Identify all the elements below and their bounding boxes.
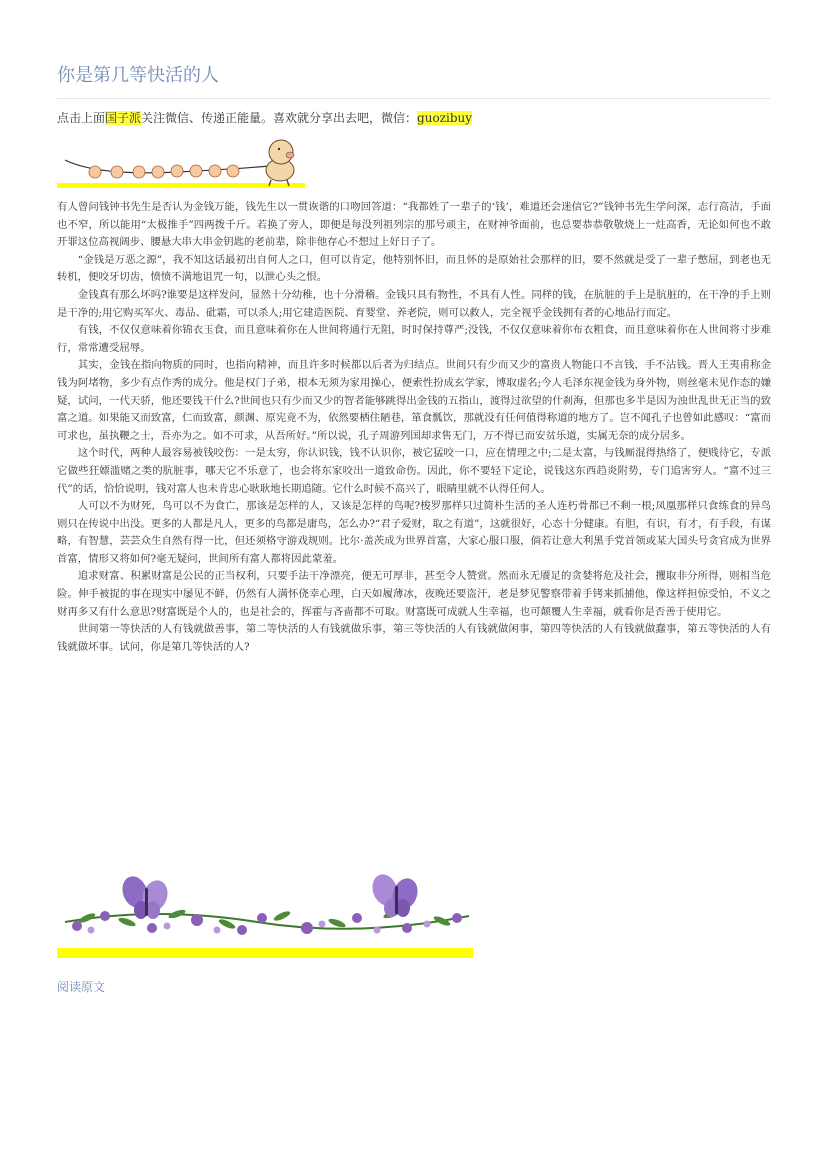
paragraph-1: 有人曾问钱钟书先生是否认为金钱万能，钱先生以一贯诙谐的口吻回答道：“我都姓了一辈子的‘钱’，难道还会迷信它?”钱钟书先生学问深，志行高洁，手面也不窄，所以能用“太极推手”四两拨千斤。若换了旁人，即便是每没列祖列宗的那号顽主，在财神爷面前，也总要恭恭敬敬烧上一炷高香，无论如何也不敢开罪这位高视阔步、腰悬大串大串金钥匙的老前辈，除非他存心不想过上好日子了。 [57, 201, 771, 249]
article-body [57, 199, 771, 656]
paragraph-5: 其实，金钱在指向物质的同时，也指向精神，而且许多时候都以后者为归结点。世间只有少而又少的富贵人物能口不言钱，手不沾钱。晋人王夷甫称金钱为阿堵物，多少有点作秀的成分。他是权门子弟，根本无须为家用操心，便索性扮成玄学家，博取虚名;今人毛泽东视金钱为身外物，则丝毫未见作态的嫌疑，试问，一代天骄，他还要钱干什么?世间也只有少而又少的智者能够跳得出金钱的五指山，渡得过欲望的什刹海，但那也多半是因为浊世乱世无正当的致富之道。如果能又而致富，仁而致富，颜渊、原宪竟不为，依然要栖住陋巷，箪食瓢饮，那就没有任何值得称道的地方了。岂不闻孔子也曾如此感叹：“富而可求也，虽执鞭之士，吾亦为之。如不可求，从吾所好。”所以说，孔子周游列国却求售无门，万不得已而安贫乐道，实属无奈的成分居多。 [57, 359, 771, 442]
pig-icon [89, 165, 239, 178]
intro-prefix: 点击上面 [57, 111, 106, 125]
pig-string-divider [57, 138, 307, 190]
article-title: 你是第几等快活的人 [57, 65, 219, 86]
paragraph-4: 有钱，不仅仅意味着你锦衣玉食，而且意味着你在人世间将通行无阻，时时保持尊严;没钱，不仅仅意味着你布衣粗食，而且意味着你在人世间将寸步难行，常常遭受屈辱。 [57, 324, 771, 354]
paragraph-9: 世间第一等快活的人有钱就做善事，第二等快活的人有钱就做乐事，第三等快活的人有钱就做闲事，第四等快活的人有钱就做蠢事，第五等快活的人有钱就做坏事。试问，你是第几等快活的人? [57, 623, 771, 653]
big-pig-icon [266, 140, 294, 186]
paragraph-8: 追求财富、积累财富是公民的正当权利，只要手法干净漂亮，便无可厚非，甚至令人赞赏。然而永无餍足的贪婪将危及社会，攫取非分所得，则相当危险。伸手被捉的事在现实中屡见不鲜，仍然有人满怀侥幸心理，白天如履薄冰，夜晚还要盗汗，老是梦见警察带着手铐来抓捕他，像这样担惊受怕，不义之财再多又有什么意思?财富既是个人的，也是社会的，挥霍与吝啬都不可取。财富既可成就人生幸福，也可颠覆人生幸福，就看你是否善于使用它。 [57, 570, 771, 618]
intro-middle: 关注微信、传递正能量。喜欢就分享出去吧，微信： [141, 111, 418, 125]
butterfly-flower-divider [57, 866, 473, 960]
paragraph-7: 人可以不为财死，鸟可以不为食亡，那该是怎样的人，又该是怎样的鸟呢?梭罗那样只过简朴生活的圣人连朽骨都已不剩一根;凤凰那样只食练食的异鸟则只在传说中出没。更多的人都是凡人，更多的鸟都是庸鸟，怎么办?“君子爱财，取之有道”，这就很好，心态十分健康。有胆，有识，有才，有手段，有谋略，有智慧，芸芸众生自然有得一比，但还须格守游戏规则。比尔·盖茨成为世界首富，大家心服口服，倘若让意大利黑手党首领或某大国头号贪官成为世界首富，情形又将如何?毫无疑问，世间所有富人都将因此蒙羞。 [57, 500, 771, 565]
butterfly-icon [368, 871, 421, 917]
paragraph-6: 这个时代，两种人最容易被钱咬伤：一是太穷，你认识钱，钱不认识你，被它猛咬一口，应在情理之中;二是太富，与钱厮混得热络了，便贱待它，专派它做些狂嫖滥赌之类的肮脏事，哪天它不乐意了，也会将东家咬出一道致命伤。因此，你不要轻下定论，说钱这东西趋炎附势，专门追害穷人。“富不过三代”的话，恰恰说明，钱对富人也未肯忠心耿耿地长期追随。它什么时候不高兴了，眼睛里就不认得任何人。 [57, 447, 771, 495]
title-divider [57, 98, 770, 99]
paragraph-2: “金钱是万恶之源”，我不知这话最初出自何人之口，但可以肯定，他特别怀旧，而且怀的是原始社会那样的旧，要不然就是受了一辈子憋屈，到老也无转机，便咬牙切齿，愤愤不满地诅咒一句，以泄心头之恨。 [57, 253, 771, 284]
paragraph-3: 金钱真有那么坏吗?谁要是这样发问，显然十分幼稚，也十分滑稽。金钱只具有物性，不具有人性。同样的钱，在肮脏的手上是肮脏的，在干净的手上则是干净的;用它购买军火、毒品、砒霜，可以杀人;用它建造医院、育婴堂、养老院，则可以救人，完全视乎金钱拥有者的心地品行而定。 [57, 288, 771, 319]
read-original-link[interactable]: 阅读原文 [57, 980, 106, 994]
intro-line [57, 108, 770, 128]
account-name-link[interactable]: 国子派 [105, 111, 142, 125]
wechat-id: guozibuy [417, 111, 473, 125]
butterfly-icon [118, 873, 171, 919]
